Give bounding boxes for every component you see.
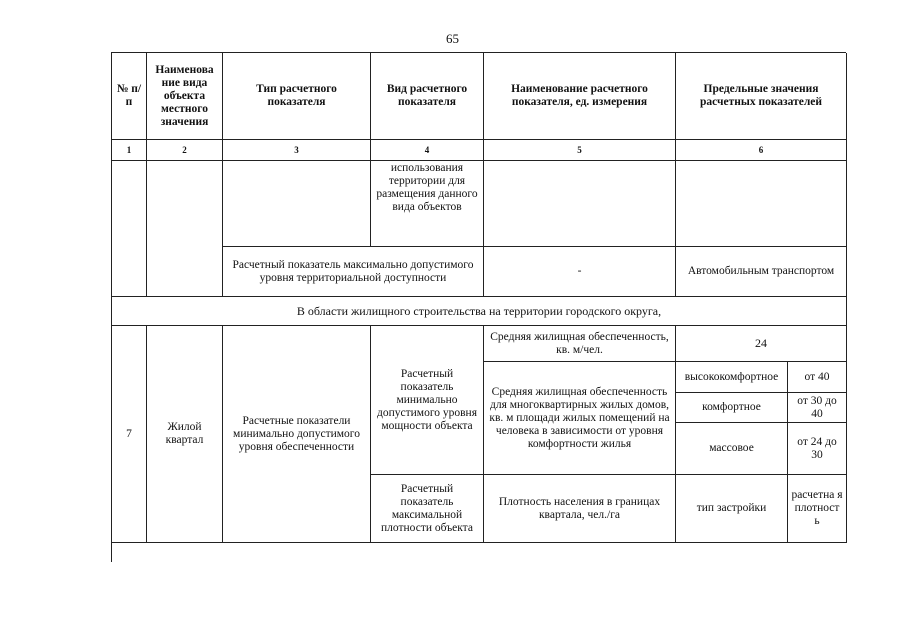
object-name-cell: Жилой квартал: [147, 326, 223, 543]
continuation-view-cell: использования территории для размещения данного вида объектов: [371, 161, 484, 247]
accessibility-value-cell: Автомобильным транспортом: [676, 247, 847, 297]
column-number: 1: [112, 140, 147, 161]
comfort-label-cell: Средняя жилищная обеспеченность для многоквартирных жилых домов, кв. м площади жилых помещений на человека в зависимости от уровня комфортности жилья: [484, 362, 676, 475]
page-number: 65: [446, 31, 459, 46]
regulation-table: [111, 52, 846, 562]
comfort-high-cell: высококомфортное: [676, 362, 788, 393]
header-indicator-view: Вид расчетного показателя: [371, 53, 484, 140]
comfort-high-value-cell: от 40: [788, 362, 847, 393]
avg-housing-value-cell: 24: [676, 326, 847, 362]
header-number: № п/п: [112, 53, 147, 140]
item-number-cell: 7: [112, 326, 147, 543]
empty-cell: [484, 161, 676, 247]
column-number: 4: [371, 140, 484, 161]
column-number: 3: [223, 140, 371, 161]
empty-cell: [676, 161, 847, 247]
comfort-mass-cell: массовое: [676, 423, 788, 475]
view-capacity-cell: Расчетный показатель минимально допустимого уровня мощности объекта: [371, 326, 484, 475]
header-indicator-type: Тип расчетного показателя: [223, 53, 371, 140]
column-number: 5: [484, 140, 676, 161]
comfort-mid-cell: комфортное: [676, 393, 788, 423]
column-number: 2: [147, 140, 223, 161]
density-label-cell: Плотность населения в границах квартала, чел./га: [484, 475, 676, 543]
indicator-type-cell: Расчетные показатели минимально допустимого уровня обеспеченности: [223, 326, 371, 543]
view-density-cell: Расчетный показатель максимальной плотности объекта: [371, 475, 484, 543]
accessibility-label-cell: Расчетный показатель максимально допустимого уровня территориальной доступности: [223, 247, 484, 297]
density-value-cell: расчетна я плотност ь: [788, 475, 847, 543]
empty-cell: [112, 161, 147, 297]
density-type-cell: тип застройки: [676, 475, 788, 543]
empty-cell: [223, 161, 371, 247]
avg-housing-label-cell: Средняя жилищная обеспеченность, кв. м/чел.: [484, 326, 676, 362]
column-number: 6: [676, 140, 847, 161]
comfort-mid-value-cell: от 30 до 40: [788, 393, 847, 423]
header-indicator-name: Наименование расчетного показателя, ед. измерения: [484, 53, 676, 140]
empty-cell: [147, 161, 223, 297]
accessibility-dash-cell: -: [484, 247, 676, 297]
header-limit-values: Предельные значения расчетных показателей: [676, 53, 847, 140]
header-object-name: Наименова ние вида объекта местного значения: [147, 53, 223, 140]
comfort-mass-value-cell: от 24 до 30: [788, 423, 847, 475]
section-title: В области жилищного строительства на территории городского округа,: [112, 297, 847, 326]
